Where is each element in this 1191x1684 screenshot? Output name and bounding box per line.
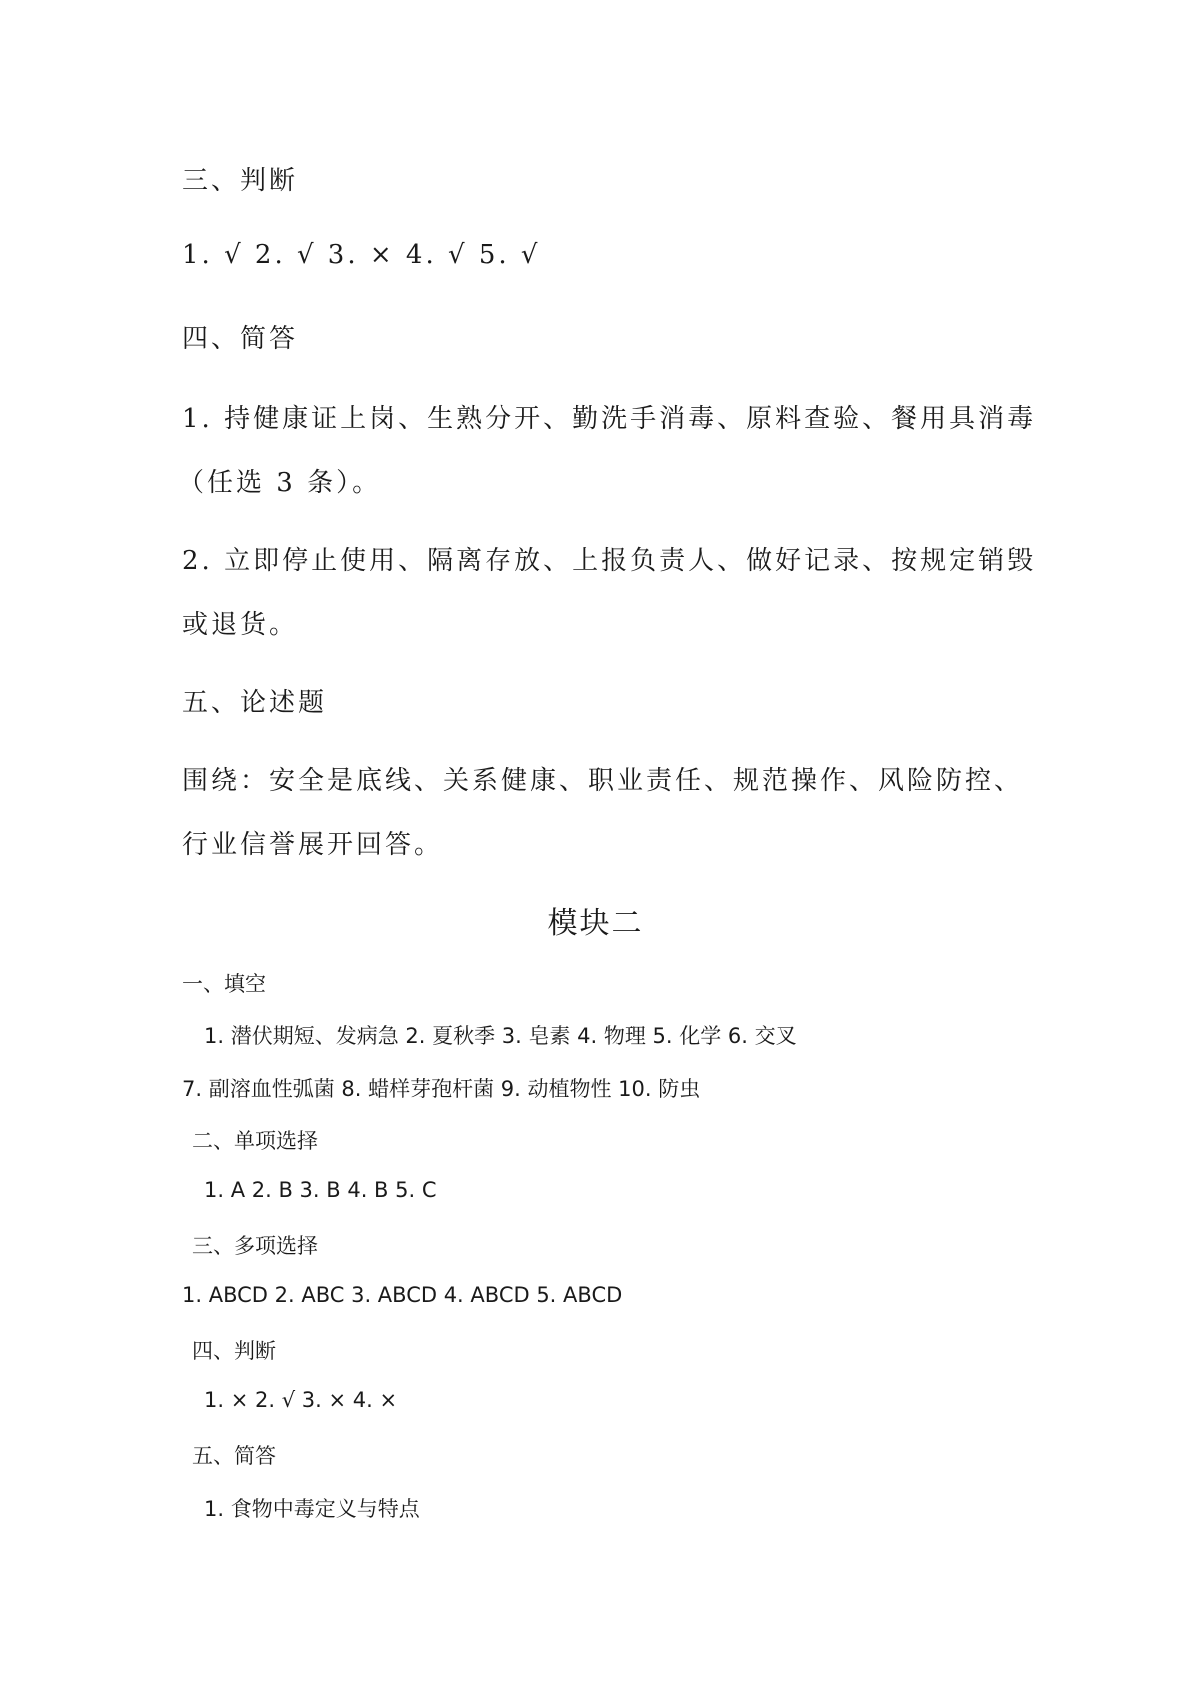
section-heading-essay: 五、论述题	[182, 688, 328, 718]
essay-line-2: 行业信誉展开回答。	[182, 830, 444, 860]
judgment-answers: 1. √ 2. √ 3. × 4. √ 5. √	[182, 240, 541, 270]
short-answer-item-1: 1. 食物中毒定义与特点	[204, 1497, 420, 1521]
section-heading-single-choice: 二、单项选择	[192, 1129, 318, 1153]
judgment-answers-2: 1. × 2. √ 3. × 4. ×	[204, 1388, 398, 1412]
short-answer-1-line-2: （任选 3 条）。	[178, 468, 382, 498]
section-heading-judgment: 三、判断	[182, 166, 299, 196]
section-heading-short-answer: 四、简答	[182, 324, 299, 354]
module-title: 模块二	[547, 906, 644, 941]
single-choice-answers: 1. A 2. B 3. B 4. B 5. C	[204, 1178, 437, 1202]
multiple-choice-answers: 1. ABCD 2. ABC 3. ABCD 4. ABCD 5. ABCD	[182, 1283, 623, 1307]
section-heading-judgment-2: 四、判断	[192, 1339, 276, 1363]
short-answer-1-line-1: 1. 持健康证上岗、生熟分开、勤洗手消毒、原料查验、餐用具消毒	[182, 404, 1037, 434]
fill-blank-answers-line-1: 1. 潜伏期短、发病急 2. 夏秋季 3. 皂素 4. 物理 5. 化学 6. 交叉	[204, 1024, 797, 1048]
short-answer-2-line-1: 2. 立即停止使用、隔离存放、上报负责人、做好记录、按规定销毁	[182, 546, 1037, 576]
section-heading-fill-blank: 一、填空	[182, 972, 266, 996]
fill-blank-answers-line-2: 7. 副溶血性弧菌 8. 蜡样芽孢杆菌 9. 动植物性 10. 防虫	[182, 1077, 701, 1101]
section-heading-multiple-choice: 三、多项选择	[192, 1234, 318, 1258]
essay-line-1: 围绕：安全是底线、关系健康、职业责任、规范操作、风险防控、	[182, 766, 1024, 796]
section-heading-short-answer-2: 五、简答	[192, 1444, 276, 1468]
short-answer-2-line-2: 或退货。	[182, 610, 299, 640]
